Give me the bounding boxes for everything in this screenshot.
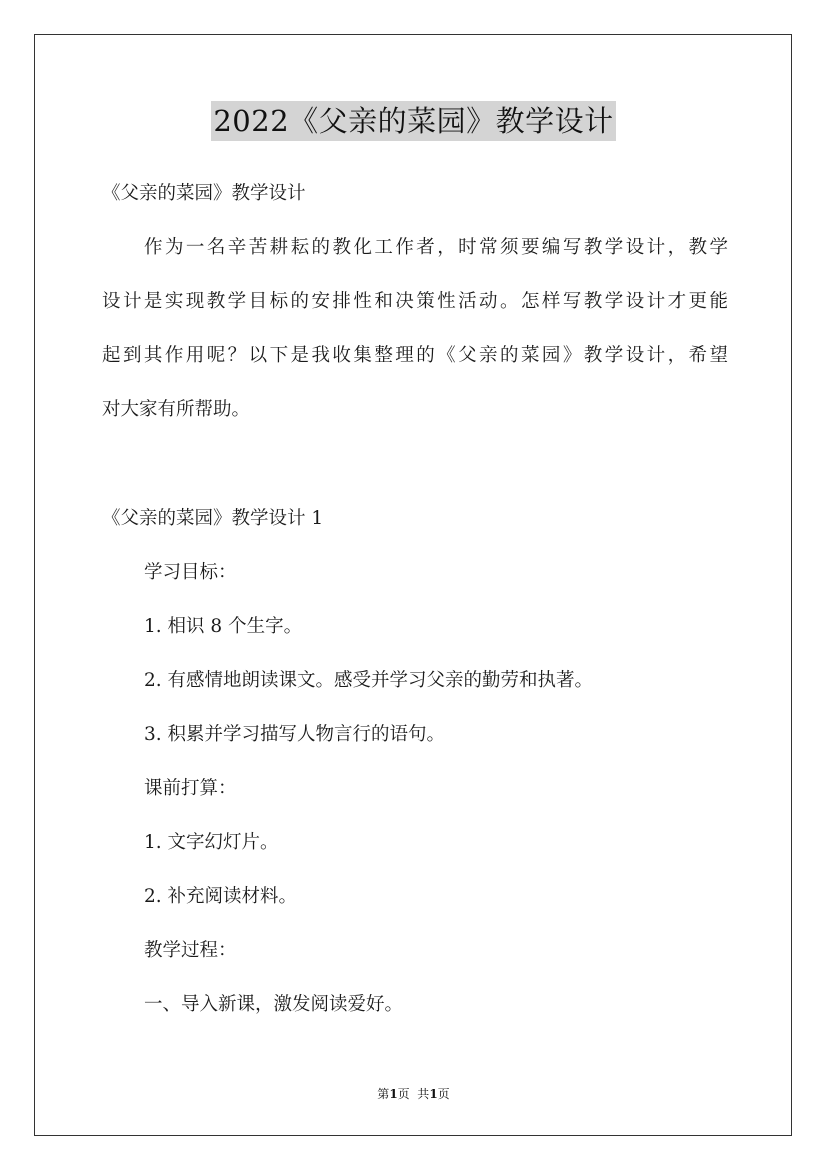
objective-item-2: 2. 有感情地朗读课文。感受并学习父亲的勤劳和执著。 <box>144 670 594 691</box>
process-step-1: 一、导入新课，激发阅读爱好。 <box>144 994 404 1015</box>
intro-line-4: 对大家有所帮助。 <box>102 399 251 420</box>
footer-page-prefix: 第 <box>377 1087 390 1101</box>
document-subtitle: 《父亲的菜园》教学设计 <box>102 183 306 204</box>
title-container <box>0 101 827 141</box>
page-footer <box>0 1086 827 1102</box>
prep-label: 课前打算： <box>144 778 237 799</box>
section-heading: 《父亲的菜园》教学设计 1 <box>102 508 324 529</box>
prep-item-2: 2. 补充阅读材料。 <box>144 886 298 907</box>
intro-line-2: 设计是实现教学目标的安排性和决策性活动。怎样写教学设计才更能 <box>102 291 728 312</box>
objectives-label: 学习目标： <box>144 562 237 583</box>
footer-page-current: 1 <box>389 1087 398 1101</box>
footer-page-suffix: 页 <box>437 1087 450 1101</box>
objective-item-1: 1. 相识 8 个生字。 <box>144 616 303 637</box>
footer-page-total: 1 <box>429 1087 438 1101</box>
intro-line-3: 起到其作用呢？以下是我收集整理的《父亲的菜园》教学设计，希望 <box>102 345 728 366</box>
footer-page-mid: 页 共 <box>397 1087 430 1101</box>
document-title: 2022《父亲的菜园》教学设计 <box>211 101 615 141</box>
objective-item-3: 3. 积累并学习描写人物言行的语句。 <box>144 724 446 745</box>
intro-line-1: 作为一名辛苦耕耘的教化工作者，时常须要编写教学设计，教学 <box>144 237 728 258</box>
process-label: 教学过程： <box>144 940 237 961</box>
prep-item-1: 1. 文字幻灯片。 <box>144 832 279 853</box>
